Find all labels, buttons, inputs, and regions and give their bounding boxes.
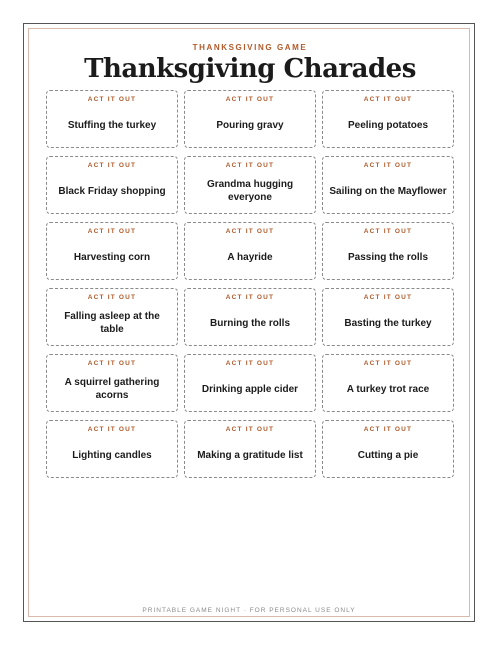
charade-card [46,90,178,148]
card-prompt: Harvesting corn [73,251,151,263]
charade-card [184,354,316,412]
charade-card [322,156,454,214]
card-prompt: Making a gratitude list [197,449,303,461]
card-prompt: A squirrel gathering acorns [64,377,160,401]
card-prompt: Peeling potatoes [347,119,428,131]
card-tag: ACT IT OUT [87,162,137,169]
page-eyebrow: THANKSGIVING GAME [192,43,308,52]
charade-card [46,354,178,412]
page-footer: PRINTABLE GAME NIGHT · FOR PERSONAL USE ONLY [142,607,356,614]
charade-card [46,156,178,214]
card-prompt: Basting the turkey [344,317,432,329]
charade-card [184,156,316,214]
card-prompt: Falling asleep at the table [64,311,160,335]
charade-card [184,90,316,148]
card-prompt: Grandma hugging everyone [206,179,294,203]
card-prompt: Sailing on the Mayflower [329,185,447,197]
card-tag: ACT IT OUT [363,294,413,301]
card-tag: ACT IT OUT [87,96,137,103]
card-tag: ACT IT OUT [225,426,275,433]
card-prompt: Burning the rolls [210,317,290,329]
card-tag: ACT IT OUT [225,294,275,301]
card-tag: ACT IT OUT [225,228,275,235]
card-tag: ACT IT OUT [363,360,413,367]
card-prompt: Drinking apple cider [201,383,299,395]
card-prompt: Pouring gravy [216,119,284,131]
charades-card-grid [46,90,453,478]
charade-card [184,288,316,346]
card-prompt: Lighting candles [72,449,152,461]
card-prompt: A turkey trot race [346,383,430,395]
charade-card [322,288,454,346]
charade-card [46,222,178,280]
charade-card [322,354,454,412]
charade-card [46,420,178,478]
card-prompt: A hayride [227,251,273,263]
card-tag: ACT IT OUT [363,162,413,169]
card-tag: ACT IT OUT [225,162,275,169]
card-prompt: Black Friday shopping [58,185,166,197]
charade-card [46,288,178,346]
card-tag: ACT IT OUT [225,96,275,103]
card-prompt: Stuffing the turkey [67,119,157,131]
card-prompt: Passing the rolls [347,251,429,263]
card-tag: ACT IT OUT [363,228,413,235]
card-tag: ACT IT OUT [87,294,137,301]
charade-card [184,222,316,280]
charade-card [322,90,454,148]
page-title: Thanksgiving Charades [84,54,416,84]
card-tag: ACT IT OUT [87,360,137,367]
charade-card [184,420,316,478]
card-tag: ACT IT OUT [363,426,413,433]
card-tag: ACT IT OUT [363,96,413,103]
card-tag: ACT IT OUT [87,228,137,235]
charade-card [322,222,454,280]
charade-card [322,420,454,478]
card-prompt: Cutting a pie [357,449,419,461]
card-tag: ACT IT OUT [87,426,137,433]
card-tag: ACT IT OUT [225,360,275,367]
